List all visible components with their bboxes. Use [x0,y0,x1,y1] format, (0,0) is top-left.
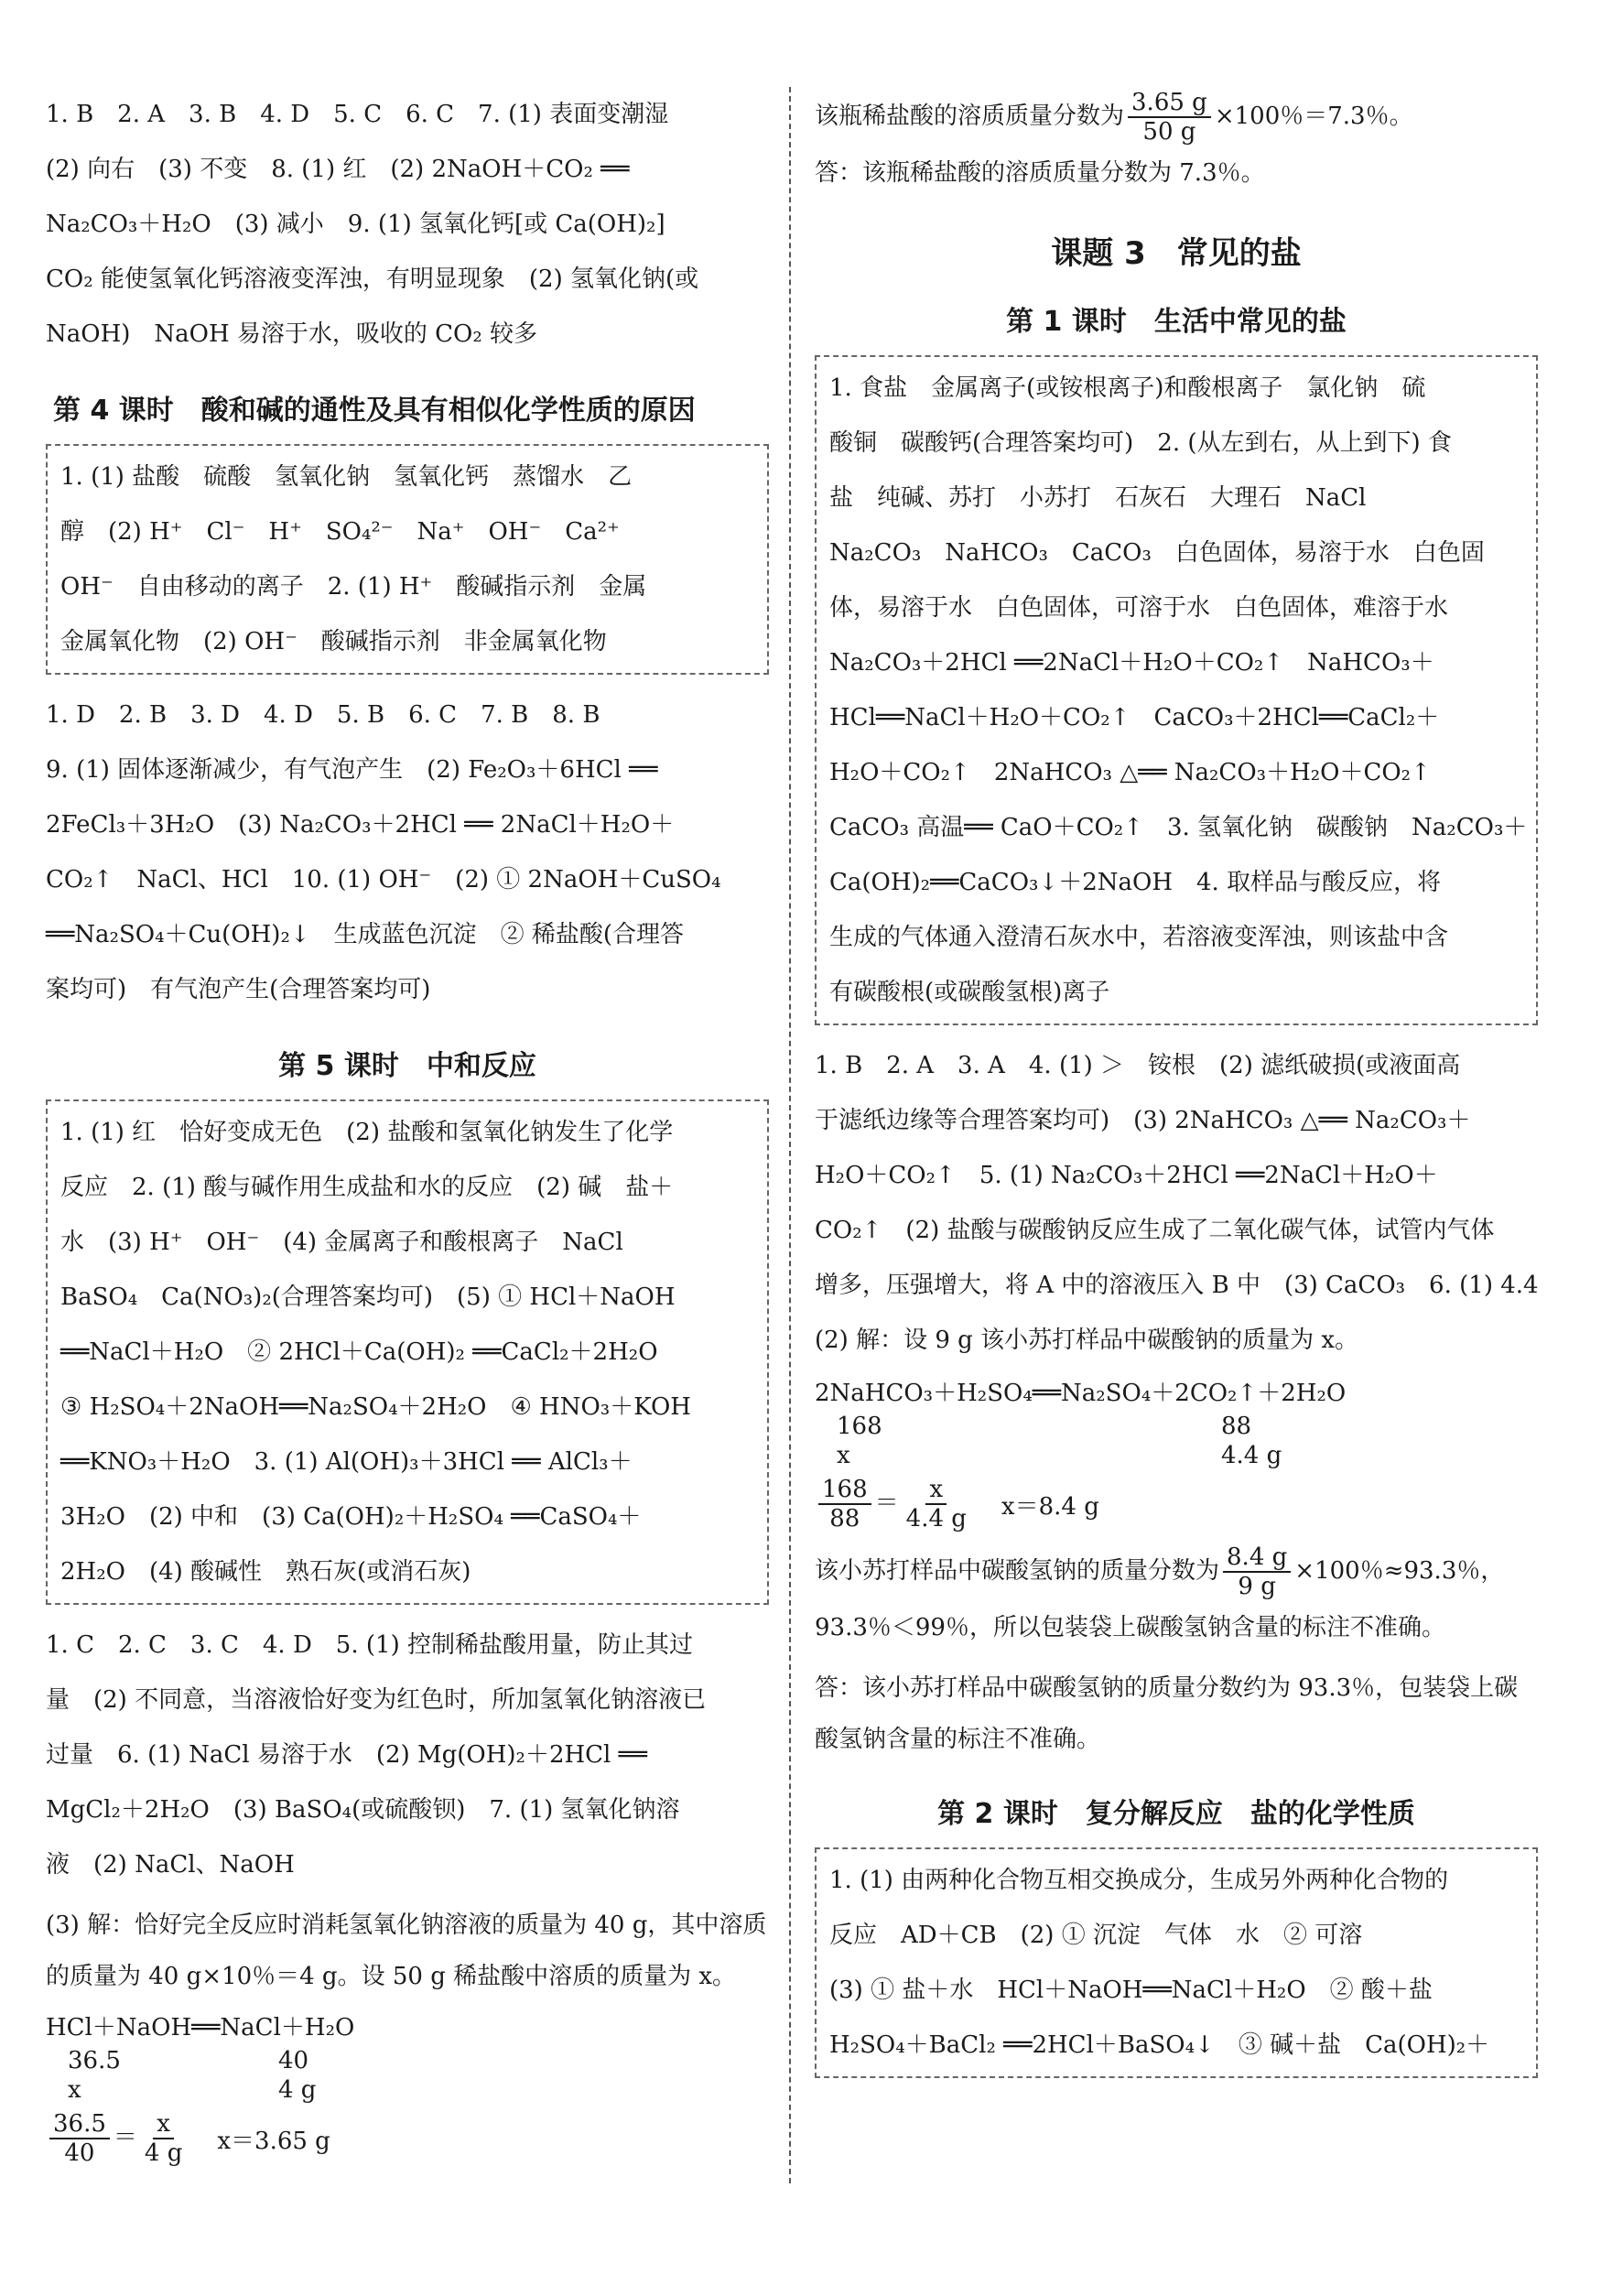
text-line: 1. D 2. B 3. D 4. D 5. B 6. C 7. B 8. B [46,701,600,729]
proportion: $\frac{36.5}{40}$ ＝ $\frac{x}{4 g}$ [46,2110,189,2167]
numerator: x [153,2110,174,2139]
text-line: CO₂↑ (2) 盐酸与碳酸钠反应生成了二氧化碳气体，试管内气体 [815,1217,1495,1244]
text-fragment: ×100％＝7.3％。 [1214,103,1413,130]
r-lesson-2-title: 第 2 课时 复分解反应 盐的化学性质 [937,1798,1415,1830]
lesson-5-summary-box [46,1099,769,1605]
proportion: $\frac{168}{88}$ ＝ $\frac{x}{4.4 g}$ [815,1476,974,1532]
text-line: 生成的气体通入澄清石灰水中，若溶液变浑浊，则该盐中含 [829,924,1449,951]
text-fragment: ×100％≈93.3％， [1294,1557,1505,1585]
result: x＝8.4 g [1001,1492,1099,1521]
text-line: 过量 6. (1) NaCl 易溶于水 (2) Mg(OH)₂＋2HCl ══ [46,1741,647,1769]
unknown-mass: x [837,1442,850,1469]
denominator: 4.4 g [905,1505,967,1532]
fraction [49,2110,110,2167]
numerator: 168 [818,1476,871,1505]
lesson-5-title: 第 5 课时 中和反应 [278,1050,536,1082]
text-line: 量 (2) 不同意，当溶液恰好变为红色时，所加氢氧化钠溶液已 [46,1686,707,1714]
text-line: H₂O＋CO₂↑ 5. (1) Na₂CO₃＋2HCl ══2NaCl＋H₂O＋ [815,1162,1438,1189]
calculation-1 [46,2009,769,2167]
text-line [815,1542,1538,1600]
fraction [1128,89,1211,146]
text-line: 1. (1) 盐酸 硫酸 氢氧化钠 氢氧化钙 蒸馏水 乙 [60,463,633,491]
answers-block-1 [46,87,769,362]
text-line: (2) 解：设 9 g 该小苏打样品中碳酸钠的质量为 x。 [815,1327,1359,1354]
fraction [818,1476,871,1532]
right-column [815,87,1538,2091]
r-lesson-2-summary-box [815,1847,1538,2078]
text-line: 1. B 2. A 3. A 4. (1) ＞ 铵根 (2) 滤纸破损(或液面高 [815,1052,1461,1079]
text-line: 醇 (2) H⁺ Cl⁻ H⁺ SO₄²⁻ Na⁺ OH⁻ Ca²⁺ [60,518,620,546]
text-line: ══KNO₃＋H₂O 3. (1) Al(OH)₃＋3HCl ══ AlCl₃＋ [60,1448,633,1476]
text-line: Ca(OH)₂══CaCO₃↓＋2NaOH 4. 取样品与酸反应，将 [829,869,1442,896]
text-line: HCl══NaCl＋H₂O＋CO₂↑ CaCO₃＋2HCl══CaCl₂＋ [829,704,1440,731]
text-line: H₂O＋CO₂↑ 2NaHCO₃ △══ Na₂CO₃＋H₂O＋CO₂↑ [829,759,1431,786]
lesson-5-answers [46,1618,769,1892]
text-line: 9. (1) 固体逐渐减少，有气泡产生 (2) Fe₂O₃＋6HCl ══ [46,756,658,784]
mass-row-1 [46,2046,769,2075]
text-line: 反应 AD＋CB (2) ① 沉淀 气体 水 ② 可溶 [829,1922,1363,1949]
text-line: 2FeCl₃＋3H₂O (3) Na₂CO₃＋2HCl ══ 2NaCl＋H₂O＋ [46,811,675,839]
text-line: 93.3％＜99％，所以包装袋上碳酸氢钠含量的标注不准确。 [815,1614,1445,1641]
text-line: Na₂CO₃＋H₂O (3) 减小 9. (1) 氢氧化钙[或 Ca(OH)₂] [46,211,665,238]
fraction [141,2110,186,2167]
text-line: 1. B 2. A 3. B 4. D 5. C 6. C 7. (1) 表面变潮湿 [46,101,669,128]
denominator: 9 g [1238,1573,1276,1600]
text-line: 1. (1) 由两种化合物互相交换成分，生成另外两种化合物的 [829,1867,1449,1894]
lesson-4-summary-box [46,444,769,675]
text-line: (2) 向右 (3) 不变 8. (1) 红 (2) 2NaOH＋CO₂ ══ [46,156,630,183]
text-line: 金属氧化物 (2) OH⁻ 酸碱指示剂 非金属氧化物 [60,628,607,655]
text-line: Na₂CO₃＋2HCl ══2NaCl＋H₂O＋CO₂↑ NaHCO₃＋ [829,649,1434,677]
chemical-equation: 2NaHCO₃＋H₂SO₄══Na₂SO₄＋2CO₂↑＋2H₂O [815,1380,1347,1407]
text-line: CO₂ 能使氢氧化钙溶液变浑浊，有明显现象 (2) 氢氧化钠(或 [46,265,699,293]
text-line: 盐 纯碱、苏打 小苏打 石灰石 大理石 NaCl [829,484,1367,512]
fraction [903,1476,970,1532]
text-line: 增多，压强增大，将 A 中的溶液压入 B 中 (3) CaCO₃ 6. (1) 4.4 [815,1272,1539,1299]
calculation-2 [815,1375,1538,1532]
molar-mass: 168 [837,1413,882,1440]
text-line: 案均可) 有气泡产生(合理答案均可) [46,976,431,1003]
text-line: Na₂CO₃ NaHCO₃ CaCO₃ 白色固体，易溶于水 白色固 [829,539,1485,567]
mass-row-2 [46,2075,769,2105]
text-line: 体，易溶于水 白色固体，可溶于水 白色固体，难溶于水 [829,594,1449,622]
numerator: 36.5 [49,2110,110,2139]
chemical-equation: HCl＋NaOH══NaCl＋H₂O [46,2014,355,2041]
left-column [46,87,769,2176]
denominator: 40 [64,2139,95,2167]
text-line: ══Na₂SO₄＋Cu(OH)₂↓ 生成蓝色沉淀 ② 稀盐酸(合理答 [46,921,685,948]
molar-mass: 40 [278,2047,309,2074]
molar-mass: 88 [1221,1413,1252,1440]
numerator: x [925,1476,947,1505]
r-lesson-1-summary-box [815,355,1538,1025]
text-line: 答：该瓶稀盐酸的溶质质量分数为 7.3％。 [815,159,1265,187]
lesson-4-answers [46,688,769,1017]
known-mass: 4 g [278,2076,317,2104]
numerator: 8.4 g [1223,1543,1291,1573]
text-line: 1. 食盐 金属离子(或铵根离子)和酸根离子 氯化钠 硫 [829,374,1426,402]
text-line: NaOH) NaOH 易溶于水，吸收的 CO₂ 较多 [46,320,538,348]
r-lesson-1-title: 第 1 课时 生活中常见的盐 [1006,306,1347,338]
fraction [1223,1543,1291,1600]
denominator: 50 g [1142,118,1196,146]
denominator: 88 [829,1505,860,1532]
text-line: 液 (2) NaCl、NaOH [46,1851,295,1879]
text-line [815,87,1538,146]
text-line: 有碳酸根(或碳酸氢根)离子 [829,979,1110,1006]
proportion-row [46,2110,769,2167]
text-line: MgCl₂＋2H₂O (3) BaSO₄(或硫酸钡) 7. (1) 氢氧化钠溶 [46,1796,680,1824]
text-line: 1. C 2. C 3. C 4. D 5. (1) 控制稀盐酸用量，防止其过 [46,1631,693,1659]
text-fragment: 该小苏打样品中碳酸氢钠的质量分数为 [815,1557,1220,1585]
text-line: (3) ① 盐＋水 HCl＋NaOH══NaCl＋H₂O ② 酸＋盐 [829,1977,1433,2004]
molar-mass: 36.5 [68,2047,121,2074]
numerator: 3.65 g [1128,89,1211,118]
calc-intro: (3) 解：恰好完全反应时消耗氢氧化钠溶液的质量为 40 g，其中溶质的质量为 40 g×10％＝4 g。设 50 g 稀盐酸中溶质的质量为 x。 [46,1912,767,1990]
text-line: BaSO₄ Ca(NO₃)₂(合理答案均可) (5) ① HCl＋NaOH [60,1283,676,1311]
text-line: ══NaCl＋H₂O ② 2HCl＋Ca(OH)₂ ══CaCl₂＋2H₂O [60,1338,658,1366]
text-line: 1. (1) 红 恰好变成无色 (2) 盐酸和氢氧化钠发生了化学 [60,1119,674,1146]
text-line: H₂SO₄＋BaCl₂ ══2HCl＋BaSO₄↓ ③ 碱＋盐 Ca(OH)₂＋ [829,2031,1490,2059]
unknown-mass: x [68,2076,81,2104]
proportion-row [815,1476,1538,1532]
text-line: 酸铜 碳酸钙(合理答案均可) 2. (从左到右，从上到下) 食 [829,429,1452,457]
denominator: 4 g [144,2139,183,2167]
mass-row-2 [815,1441,1538,1470]
text-line: 答：该小苏打样品中碳酸氢钠的质量分数约为 93.3％，包装袋上碳酸氢钠含量的标注不准确。 [815,1674,1519,1753]
text-line: CO₂↑ NaCl、HCl 10. (1) OH⁻ (2) ① 2NaOH＋CuSO₄ [46,866,721,893]
text-line: 3H₂O (2) 中和 (3) Ca(OH)₂＋H₂SO₄ ══CaSO₄＋ [60,1503,642,1531]
topic-3-title: 课题 3 常见的盐 [1051,235,1302,272]
text-line: 于滤纸边缘等合理答案均可) (3) 2NaHCO₃ △══ Na₂CO₃＋ [815,1107,1471,1134]
known-mass: 4.4 g [1221,1442,1282,1469]
r-lesson-1-answers [815,1038,1538,1368]
lesson-4-title: 第 4 课时 酸和碱的通性及具有相似化学性质的原因 [53,395,696,427]
mass-row-1 [815,1412,1538,1441]
result: x＝3.65 g [217,2127,330,2155]
text-line: 2H₂O (4) 酸碱性 熟石灰(或消石灰) [60,1558,471,1586]
text-line: 反应 2. (1) 酸与碱作用生成盐和水的反应 (2) 碱 盐＋ [60,1174,674,1201]
text-line: OH⁻ 自由移动的离子 2. (1) H⁺ 酸碱指示剂 金属 [60,573,647,601]
text-fragment: 该瓶稀盐酸的溶质质量分数为 [815,103,1125,130]
column-divider [789,87,791,2183]
text-line: ③ H₂SO₄＋2NaOH══Na₂SO₄＋2H₂O ④ HNO₃＋KOH [60,1393,691,1421]
text-line: CaCO₃ 高温══ CaO＋CO₂↑ 3. 氢氧化钠 碳酸钠 Na₂CO₃＋ [829,814,1528,841]
text-line: 水 (3) H⁺ OH⁻ (4) 金属离子和酸根离子 NaCl [60,1229,623,1256]
